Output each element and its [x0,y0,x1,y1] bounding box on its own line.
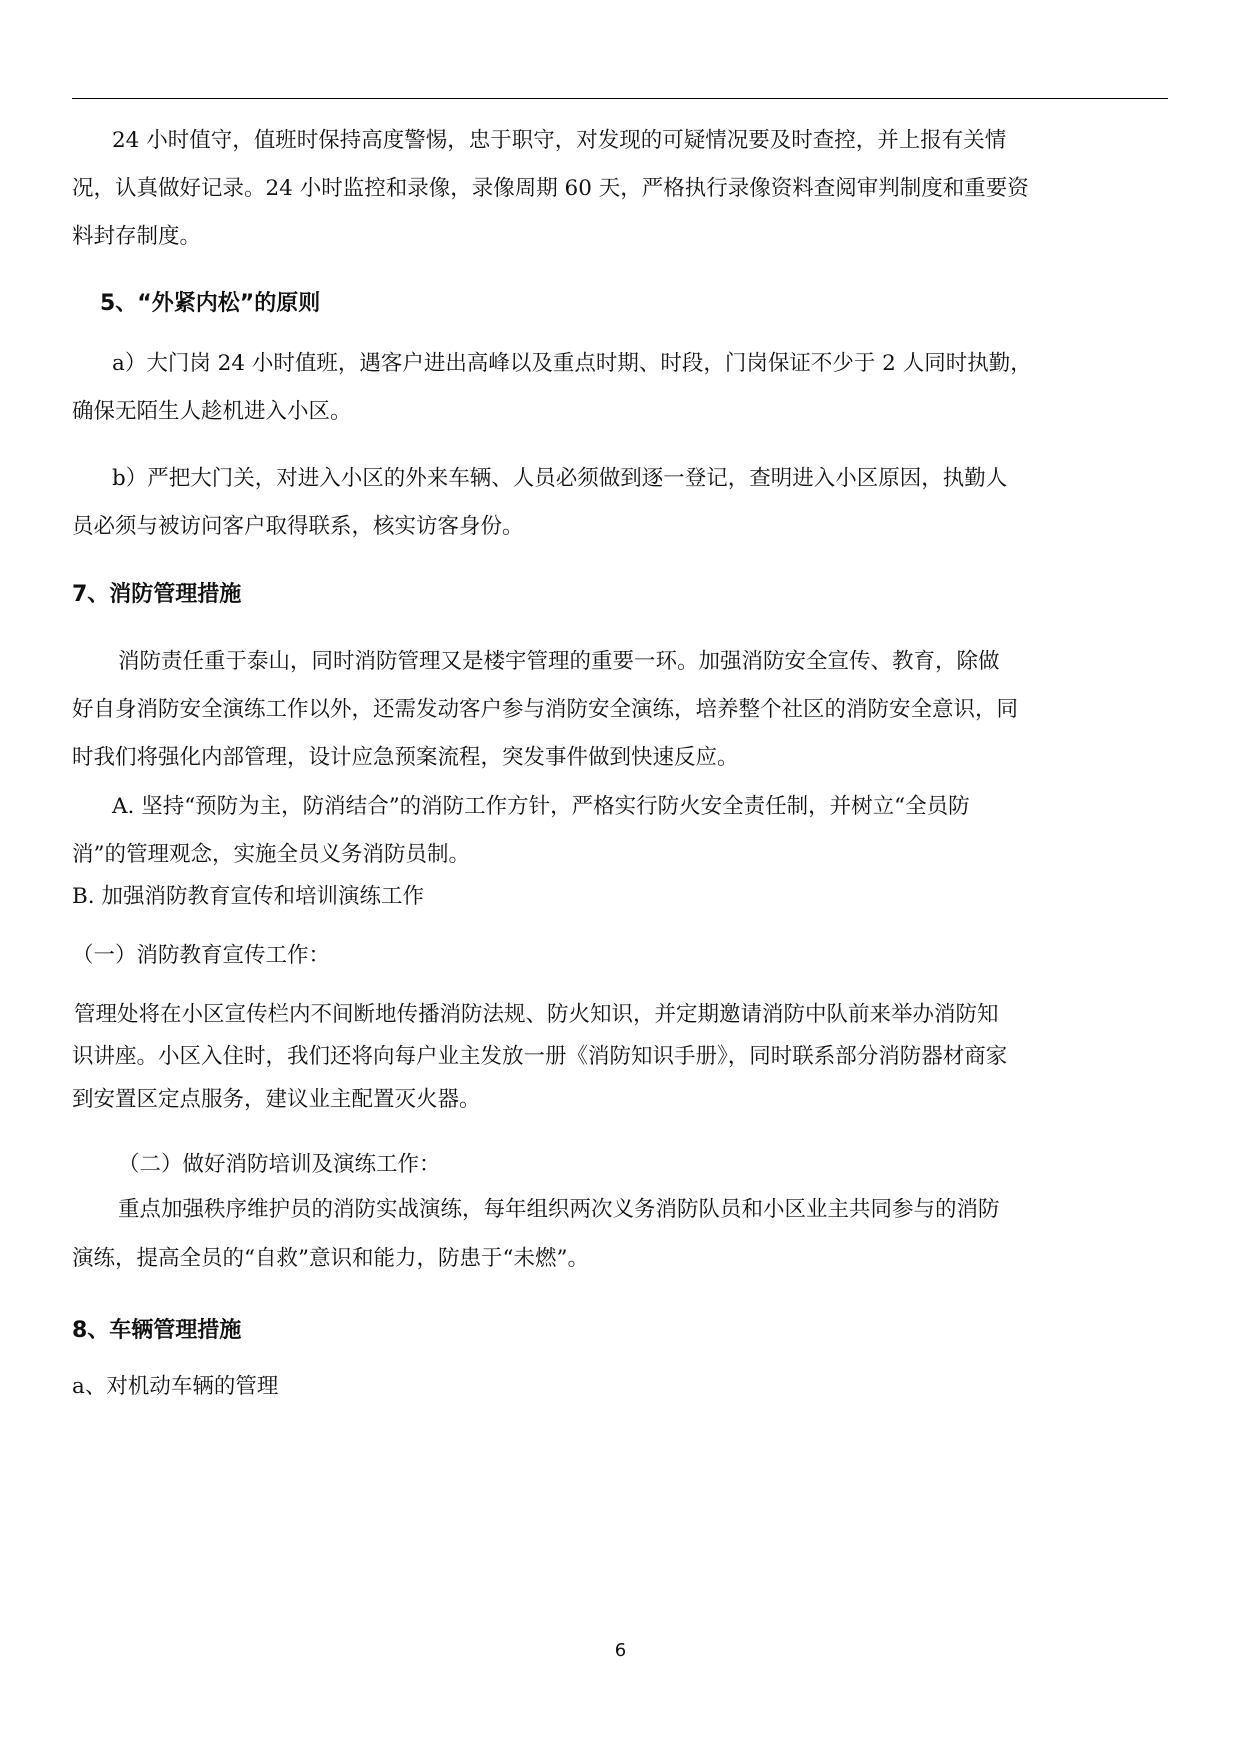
section-heading: 7、消防管理措施 [72,582,242,607]
text-line: 时我们将强化内部管理，设计应急预案流程，突发事件做到快速反应。 [72,745,739,770]
text-line: b）严把大门关，对进入小区的外来车辆、人员必须做到逐一登记，查明进入小区原因，执勤人 [112,466,1008,491]
subheading: （一）消防教育宣传工作： [72,943,331,968]
text-line: 演练，提高全员的“自救”意识和能力，防患于“未燃”。 [72,1246,589,1271]
text-line: B. 加强消防教育宣传和培训演练工作 [72,884,424,909]
text-line: 24 小时值守，值班时保持高度警惕，忠于职守，对发现的可疑情况要及时查控，并上报有关情 [112,128,1007,153]
text-line: 确保无陌生人趁机进入小区。 [72,399,352,424]
text-line: 管理处将在小区宣传栏内不间断地传播消防法规、防火知识，并定期邀请消防中队前来举办消防知 [74,1002,999,1027]
section-heading: 5、“外紧内松”的原则 [100,291,321,316]
text-line: 消防责任重于泰山，同时消防管理又是楼宇管理的重要一环。加强消防安全宣传、教育，除做 [118,649,1000,674]
text-line: 消”的管理观念，实施全员义务消防员制。 [72,842,470,867]
header-rule [72,98,1168,99]
text-line: 好自身消防安全演练工作以外，还需发动客户参与消防安全演练，培养整个社区的消防安全意识，同 [72,697,1019,722]
text-line: 况，认真做好记录。24 小时监控和录像，录像周期 60 天，严格执行录像资料查阅审判制度和重要资 [72,176,1029,201]
text-line: 重点加强秩序维护员的消防实战演练，每年组织两次义务消防队员和小区业主共同参与的消防 [118,1197,1000,1222]
section-heading: 8、车辆管理措施 [72,1318,242,1343]
page-number: 6 [614,1640,627,1661]
text-line: 料封存制度。 [72,224,202,249]
subheading: （二）做好消防培训及演练工作： [118,1152,441,1177]
text-line: 识讲座。小区入住时，我们还将向每户业主发放一册《消防知识手册》，同时联系部分消防器材商家 [72,1044,1008,1069]
text-line: 员必须与被访问客户取得联系，核实访客身份。 [72,514,524,539]
text-line: 到安置区定点服务，建议业主配置灭火器。 [72,1087,481,1112]
text-line: a、对机动车辆的管理 [72,1374,279,1399]
text-line: a）大门岗 24 小时值班，遇客户进出高峰以及重点时期、时段，门岗保证不少于 2 人同时执勤， [112,351,1032,376]
text-line: A. 坚持“预防为主，防消结合”的消防工作方针，严格实行防火安全责任制，并树立“全员防 [112,794,970,819]
